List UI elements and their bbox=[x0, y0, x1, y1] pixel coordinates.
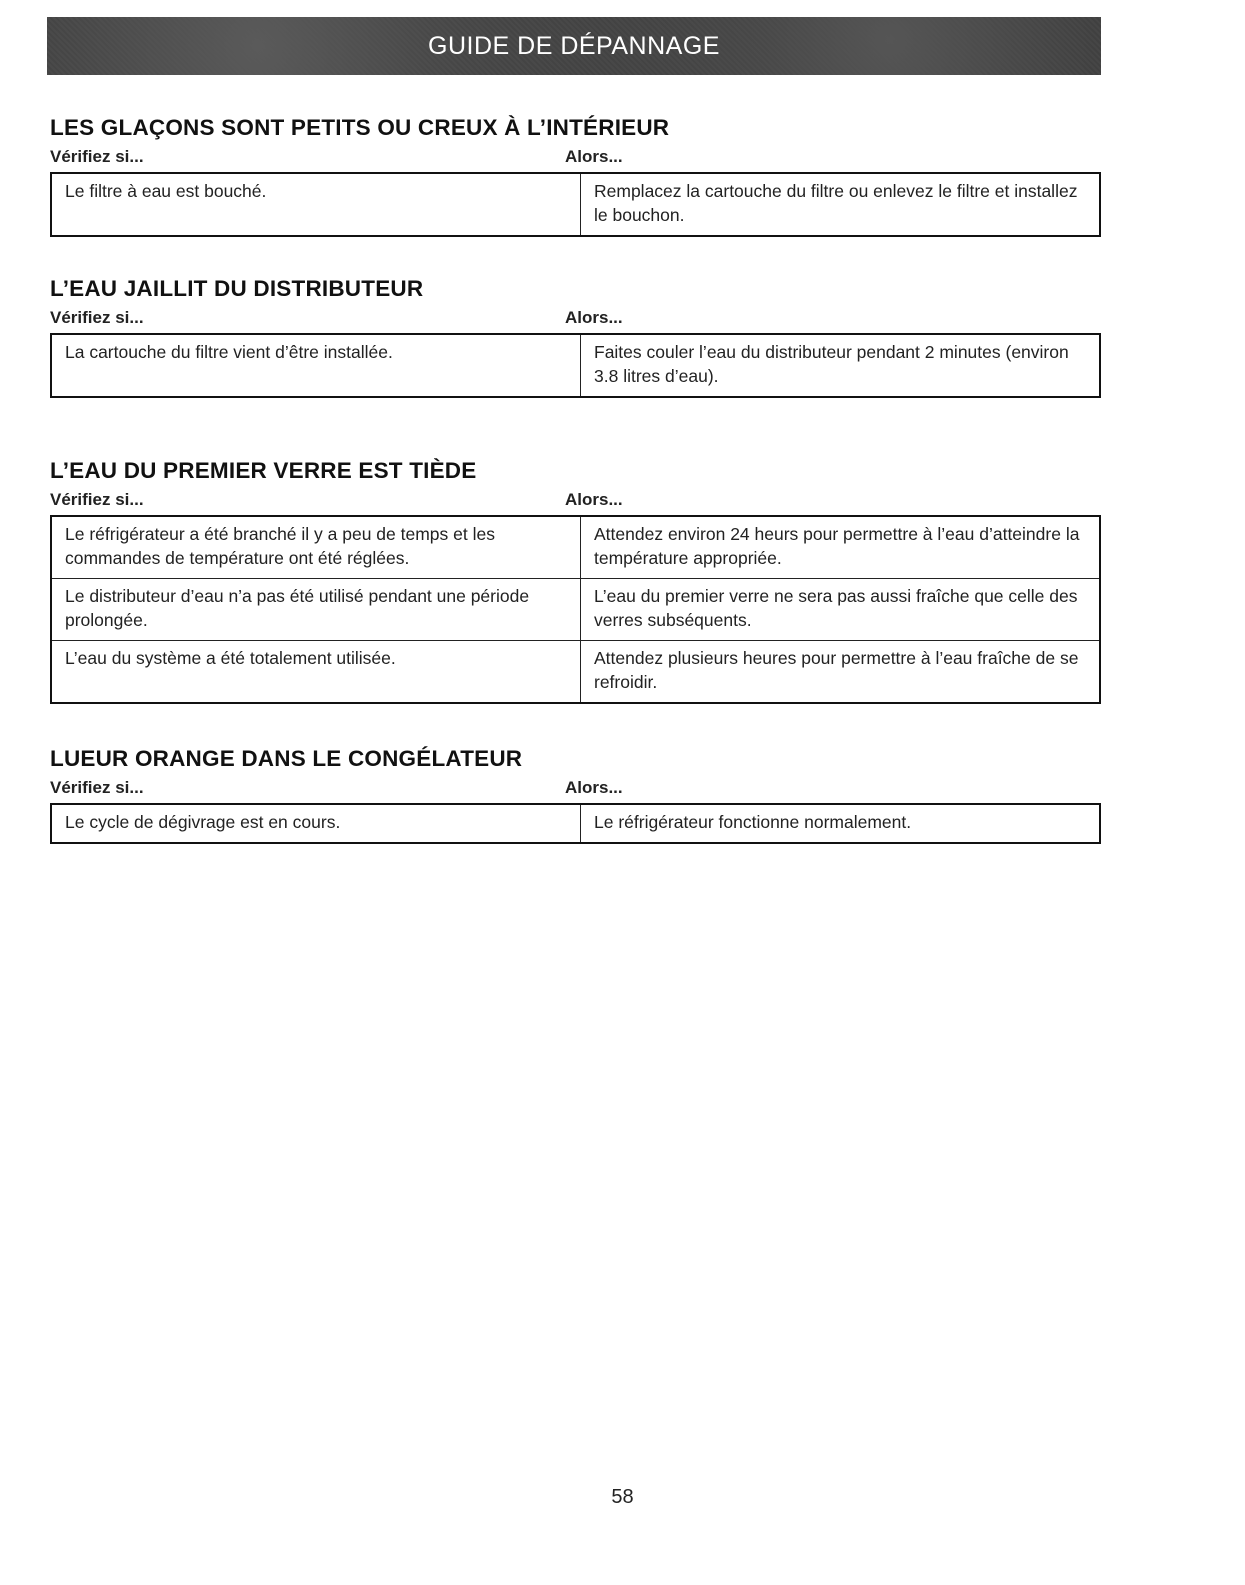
cause-cell: Le distributeur d’eau n’a pas été utilisé pendant une période prolongée. bbox=[51, 579, 581, 641]
table-row bbox=[51, 804, 1100, 843]
column-headers bbox=[50, 778, 1102, 802]
column-headers bbox=[50, 147, 1102, 171]
table-row bbox=[51, 334, 1100, 397]
section-title: LES GLAÇONS SONT PETITS OU CREUX À L’INTÉRIEUR bbox=[50, 115, 670, 140]
page-header-banner bbox=[47, 17, 1101, 75]
section-orange-glow-freezer bbox=[50, 746, 1102, 844]
table-row bbox=[51, 641, 1100, 704]
cause-cell: Le cycle de dégivrage est en cours. bbox=[51, 804, 581, 843]
solution-cell: Faites couler l’eau du distributeur pendant 2 minutes (environ 3.8 litres d’eau). bbox=[581, 334, 1101, 397]
cause-cell: L’eau du système a été totalement utilisée. bbox=[51, 641, 581, 704]
solution-cell: Remplacez la cartouche du filtre ou enlevez le filtre et installez le bouchon. bbox=[581, 173, 1101, 236]
page-header-title: GUIDE DE DÉPANNAGE bbox=[428, 31, 720, 60]
solution-cell: Attendez environ 24 heurs pour permettre à l’eau d’atteindre la température appropriée. bbox=[581, 516, 1101, 579]
troubleshoot-table bbox=[50, 333, 1101, 398]
section-small-hollow-ice bbox=[50, 115, 1102, 237]
cause-cell: Le filtre à eau est bouché. bbox=[51, 173, 581, 236]
section-title: LUEUR ORANGE DANS LE CONGÉLATEUR bbox=[50, 746, 523, 771]
then-header: Alors... bbox=[565, 308, 623, 327]
section-title: L’EAU JAILLIT DU DISTRIBUTEUR bbox=[50, 276, 424, 301]
column-headers bbox=[50, 308, 1102, 332]
solution-cell: Attendez plusieurs heures pour permettre à l’eau fraîche de se refroidir. bbox=[581, 641, 1101, 704]
table-row bbox=[51, 516, 1100, 579]
then-header: Alors... bbox=[565, 490, 623, 509]
troubleshoot-table bbox=[50, 172, 1101, 237]
troubleshoot-table bbox=[50, 515, 1101, 704]
check-header: Vérifiez si... bbox=[50, 308, 144, 327]
solution-cell: Le réfrigérateur fonctionne normalement. bbox=[581, 804, 1101, 843]
section-first-glass-warm bbox=[50, 458, 1102, 704]
solution-cell: L’eau du premier verre ne sera pas aussi fraîche que celle des verres subséquents. bbox=[581, 579, 1101, 641]
then-header: Alors... bbox=[565, 778, 623, 797]
table-row bbox=[51, 173, 1100, 236]
troubleshoot-table bbox=[50, 803, 1101, 844]
cause-cell: Le réfrigérateur a été branché il y a peu de temps et les commandes de température ont été réglées. bbox=[51, 516, 581, 579]
check-header: Vérifiez si... bbox=[50, 490, 144, 509]
table-row bbox=[51, 579, 1100, 641]
section-title: L’EAU DU PREMIER VERRE EST TIÈDE bbox=[50, 458, 477, 483]
check-header: Vérifiez si... bbox=[50, 147, 144, 166]
page-number: 58 bbox=[611, 1486, 634, 1508]
check-header: Vérifiez si... bbox=[50, 778, 144, 797]
section-water-spurts bbox=[50, 276, 1102, 398]
column-headers bbox=[50, 490, 1102, 514]
then-header: Alors... bbox=[565, 147, 623, 166]
cause-cell: La cartouche du filtre vient d’être installée. bbox=[51, 334, 581, 397]
